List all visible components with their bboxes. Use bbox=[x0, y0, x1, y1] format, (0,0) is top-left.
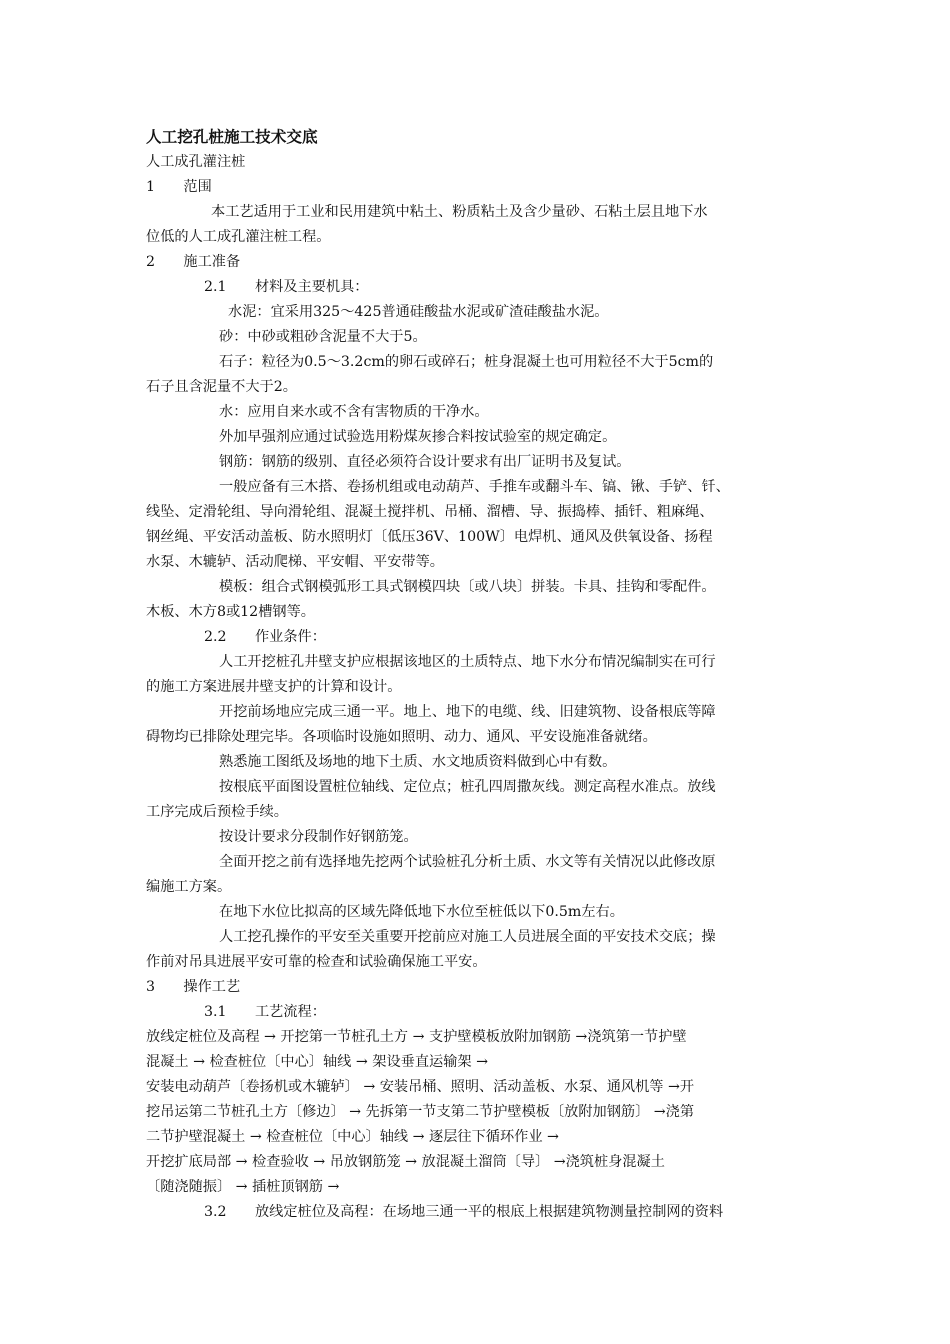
paragraph-line: 人工开挖桩孔井壁支护应根据该地区的土质特点、地下水分布情况编制实在可行 bbox=[219, 654, 716, 670]
process-flow-line: 开挖扩底局部 → 检查验收 → 吊放钢筋笼 → 放混凝土溜筒〔导〕 →浇筑桩身混凝土 bbox=[146, 1154, 665, 1170]
paragraph-line: 本工艺适用于工业和民用建筑中粘土、粉质粘土及含少量砂、石粘土层且地下水 bbox=[211, 204, 708, 220]
section-heading-1: 1 范围 bbox=[146, 179, 212, 195]
paragraph-line: 工序完成后预检手续。 bbox=[146, 804, 288, 820]
paragraph-line: 编施工方案。 bbox=[146, 879, 232, 895]
process-flow-line: 混凝土 → 检查桩位〔中心〕轴线 → 架设垂直运输架 → bbox=[146, 1054, 488, 1070]
paragraph-line: 全面开挖之前有选择地先挖两个试验桩孔分析土质、水文等有关情况以此修改原 bbox=[219, 854, 716, 870]
subsection-heading: 2.1 材料及主要机具： bbox=[204, 279, 369, 295]
paragraph-line: 在地下水位比拟高的区域先降低地下水位至桩低以下0.5m左右。 bbox=[219, 904, 624, 920]
paragraph-line: 碍物均已排除处理完毕。各项临时设施如照明、动力、通风、平安设施准备就绪。 bbox=[146, 729, 657, 745]
process-flow-line: 二节护壁混凝土 → 检查桩位〔中心〕轴线 → 逐层往下循环作业 → bbox=[146, 1129, 559, 1145]
paragraph-line: 的施工方案进展井壁支护的计算和设计。 bbox=[146, 679, 402, 695]
process-flow-line: 放线定桩位及高程 → 开挖第一节桩孔土方 → 支护壁模板放附加钢筋 →浇筑第一节护壁 bbox=[146, 1029, 687, 1045]
process-flow-line: 挖吊运第二节桩孔土方〔修边〕 → 先拆第一节支第二节护壁模板〔放附加钢筋〕 →浇第 bbox=[146, 1104, 695, 1120]
paragraph-line: 石子且含泥量不大于2。 bbox=[146, 379, 297, 395]
paragraph-line: 砂：中砂或粗砂含泥量不大于5。 bbox=[219, 329, 427, 345]
paragraph-line: 模板：组合式钢模弧形工具式钢模四块〔或八块〕拼装。卡具、挂钩和零配件。 bbox=[219, 579, 716, 595]
paragraph-line: 作前对吊具进展平安可靠的检查和试验确保施工平安。 bbox=[146, 954, 487, 970]
section-heading-2: 2 施工准备 bbox=[146, 254, 241, 270]
document-title: 人工挖孔桩施工技术交底 bbox=[146, 128, 318, 146]
process-flow-line: 安装电动葫芦〔卷扬机或木辘轳〕 → 安装吊桶、照明、活动盖板、水泵、通风机等 →开 bbox=[146, 1079, 695, 1095]
paragraph-line: 钢筋：钢筋的级别、直径必须符合设计要求有出厂证明书及复试。 bbox=[219, 454, 631, 470]
subsection-heading: 3.2 放线定桩位及高程：在场地三通一平的根底上根据建筑物测量控制网的资料 bbox=[204, 1204, 724, 1220]
paragraph-line: 一般应备有三木搭、卷扬机组或电动葫芦、手推车或翻斗车、镐、锹、手铲、钎、 bbox=[219, 479, 730, 495]
paragraph-line: 水泵、木辘轳、活动爬梯、平安帽、平安带等。 bbox=[146, 554, 444, 570]
subsection-heading: 3.1 工艺流程： bbox=[204, 1004, 326, 1020]
paragraph-line: 木板、木方8或12槽钢等。 bbox=[146, 604, 315, 620]
paragraph-line: 熟悉施工图纸及场地的地下土质、水文地质资料做到心中有数。 bbox=[219, 754, 617, 770]
subsection-heading: 2.2 作业条件： bbox=[204, 629, 326, 645]
paragraph-line: 人工挖孔操作的平安至关重要开挖前应对施工人员进展全面的平安技术交底；操 bbox=[219, 929, 716, 945]
paragraph-line: 水泥：宜采用325～425普通硅酸盐水泥或矿渣硅酸盐水泥。 bbox=[228, 304, 609, 320]
paragraph-line: 外加早强剂应通过试验选用粉煤灰掺合料按试验室的规定确定。 bbox=[219, 429, 617, 445]
process-flow-line: 〔随浇随振〕 → 插桩顶钢筋 → bbox=[146, 1179, 340, 1195]
paragraph-line: 钢丝绳、平安活动盖板、防水照明灯〔低压36V、100W〕电焊机、通风及供氧设备、扬程 bbox=[146, 529, 713, 545]
paragraph-line: 水：应用自来水或不含有害物质的干净水。 bbox=[219, 404, 489, 420]
paragraph-line: 按设计要求分段制作好钢筋笼。 bbox=[219, 829, 418, 845]
paragraph-line: 按根底平面图设置桩位轴线、定位点；桩孔四周撒灰线。测定高程水准点。放线 bbox=[219, 779, 716, 795]
paragraph-line: 位低的人工成孔灌注桩工程。 bbox=[146, 229, 331, 245]
paragraph-line: 开挖前场地应完成三通一平。地上、地下的电缆、线、旧建筑物、设备根底等障 bbox=[219, 704, 716, 720]
paragraph-line: 线坠、定滑轮组、导向滑轮组、混凝土搅拌机、吊桶、溜槽、导、振捣棒、插钎、粗麻绳、 bbox=[146, 504, 714, 520]
section-heading-3: 3 操作工艺 bbox=[146, 979, 241, 995]
subtitle-line: 人工成孔灌注桩 bbox=[146, 154, 246, 170]
paragraph-line: 石子：粒径为0.5～3.2cm的卵石或碎石；桩身混凝土也可用粒径不大于5cm的 bbox=[219, 354, 714, 370]
